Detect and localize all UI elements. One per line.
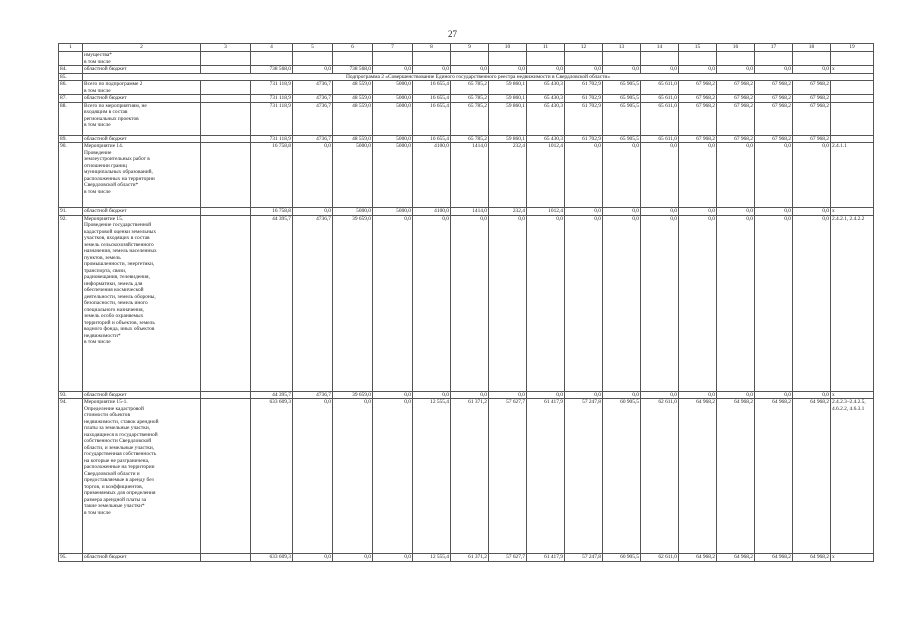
target-indicator-cell: х xyxy=(831,391,874,399)
amount-cell: 39 659,0 xyxy=(333,215,373,391)
table-row xyxy=(59,66,874,74)
row-number: 89. xyxy=(59,135,83,143)
row-name: имущества* в том числе xyxy=(83,52,201,66)
amount-cell: 731 118,9 xyxy=(251,95,293,103)
amount-cell: 67 968,2 xyxy=(755,135,793,143)
row-number: 94. xyxy=(59,399,83,554)
amount-cell: 0,0 xyxy=(451,391,489,399)
amount-cell: 0,0 xyxy=(717,208,755,216)
amount-cell: 0,0 xyxy=(565,208,603,216)
header-cell: 14 xyxy=(641,44,679,52)
amount-cell: 60 905,5 xyxy=(603,399,641,554)
amount-cell: 39 659,0 xyxy=(333,391,373,399)
amount-cell: 4100,0 xyxy=(413,208,451,216)
amount-cell: 4736,7 xyxy=(293,391,333,399)
amount-cell: 59 860,1 xyxy=(489,95,527,103)
amount-cell: 0,0 xyxy=(489,66,527,74)
header-cell: 15 xyxy=(679,44,717,52)
amount-cell: 60 905,5 xyxy=(603,554,641,562)
amount-cell: 1012,4 xyxy=(527,143,565,208)
header-cell: 16 xyxy=(717,44,755,52)
table-row xyxy=(59,102,874,135)
amount-cell: 0,0 xyxy=(527,391,565,399)
amount-cell: 0,0 xyxy=(679,215,717,391)
amount-cell: 4736,7 xyxy=(293,215,333,391)
amount-cell: 4736,7 xyxy=(293,135,333,143)
page-number: 27 xyxy=(448,29,457,39)
row-name: областной бюджет xyxy=(83,391,201,399)
row-name: Всего по мероприятиям, не входящим в состав региональных проектов в том числе xyxy=(83,102,201,135)
header-cell: 8 xyxy=(413,44,451,52)
amount-cell: 67 968,2 xyxy=(679,95,717,103)
row-empty-cell xyxy=(201,102,251,135)
row-number: 90. xyxy=(59,143,83,208)
amount-cell: 62 611,0 xyxy=(641,399,679,554)
amount-cell: 65 430,3 xyxy=(527,81,565,95)
amount-cell: 67 968,2 xyxy=(717,102,755,135)
amount-cell: 0,0 xyxy=(527,66,565,74)
amount-cell: 232,4 xyxy=(489,143,527,208)
amount-cell: 738 568,0 xyxy=(251,66,293,74)
amount-cell: 232,4 xyxy=(489,208,527,216)
amount-cell: 0,0 xyxy=(641,208,679,216)
amount-cell: 0,0 xyxy=(793,215,831,391)
amount-cell: 0,0 xyxy=(373,391,413,399)
header-cell: 17 xyxy=(755,44,793,52)
row-number: 87. xyxy=(59,95,83,103)
amount-cell: 61 702,9 xyxy=(565,81,603,95)
amount-cell: 44 395,7 xyxy=(251,391,293,399)
header-cell: 3 xyxy=(201,44,251,52)
amount-cell: 0,0 xyxy=(489,215,527,391)
amount-cell: 4736,7 xyxy=(293,102,333,135)
amount-cell: 67 968,2 xyxy=(793,135,831,143)
header-cell: 1 xyxy=(59,44,83,52)
amount-cell: 48 559,0 xyxy=(333,95,373,103)
amount-cell: 1414,0 xyxy=(451,208,489,216)
amount-cell: 5000,0 xyxy=(333,143,373,208)
row-empty-cell xyxy=(201,215,251,391)
amount-cell: 0,0 xyxy=(755,66,793,74)
header-cell: 7 xyxy=(373,44,413,52)
amount-cell: 0,0 xyxy=(755,215,793,391)
subprogram-row xyxy=(59,73,874,81)
amount-cell: 12 555,4 xyxy=(413,399,451,554)
amount-cell: 44 395,7 xyxy=(251,215,293,391)
amount-cell: 0,0 xyxy=(489,391,527,399)
amount-cell: 16 655,4 xyxy=(413,95,451,103)
continuation-row xyxy=(59,52,874,66)
row-number: 92. xyxy=(59,215,83,391)
row-empty-cell xyxy=(201,66,251,74)
amount-cell: 731 118,9 xyxy=(251,81,293,95)
amount-cell: 64 968,2 xyxy=(679,554,717,562)
target-indicator-cell: 2.4.2.3–2.4.2.5, 4.6.2.2, 4.6.3.1 xyxy=(831,399,874,554)
amount-cell: 12 555,4 xyxy=(413,554,451,562)
amount-cell: 65 611,0 xyxy=(641,135,679,143)
row-empty-cell xyxy=(201,391,251,399)
amount-cell: 64 968,2 xyxy=(679,399,717,554)
amount-cell: 0,0 xyxy=(565,391,603,399)
amount-cell: 0,0 xyxy=(293,143,333,208)
row-empty-cell xyxy=(201,208,251,216)
row-name: Мероприятие 15-1. Определение кадастровой стоимости объектов недвижимости, ставок арендной платы за земельные участки, находящиеся в государственной собственности Свердловской области, и земельные участки, государственная собственность на которые не разграничена, расположенные на территории Свердловской области и предоставляемые в аренду без торгов, и коэффициентов, применяемых для определения размера арендной платы за такие земельные участки* в том числе xyxy=(83,399,201,554)
amount-cell: 0,0 xyxy=(793,391,831,399)
amount-cell: 65 785,2 xyxy=(451,81,489,95)
amount-cell: 0,0 xyxy=(333,554,373,562)
amount-cell: 64 968,2 xyxy=(793,554,831,562)
header-cell: 11 xyxy=(527,44,565,52)
amount-cell: 64 968,2 xyxy=(793,399,831,554)
amount-cell: 0,0 xyxy=(679,208,717,216)
table-row xyxy=(59,554,874,562)
amount-cell: 0,0 xyxy=(373,399,413,554)
table-row xyxy=(59,399,874,554)
table-row xyxy=(59,215,874,391)
target-indicator-cell: х xyxy=(831,66,874,74)
amount-cell: 61 702,9 xyxy=(565,135,603,143)
target-indicator-cell: 2.4.2.1, 2.4.2.2 xyxy=(831,215,874,391)
header-cell: 13 xyxy=(603,44,641,52)
header-row xyxy=(59,44,874,52)
amount-cell: 0,0 xyxy=(565,66,603,74)
amount-cell: 0,0 xyxy=(755,391,793,399)
table-row xyxy=(59,95,874,103)
header-cell: 5 xyxy=(293,44,333,52)
amount-cell: 5000,0 xyxy=(373,143,413,208)
amount-cell: 16 655,4 xyxy=(413,102,451,135)
row-name: Мероприятие 14. Проведение землеустроительных работ в отношении границ муниципальных образований, расположенных на территории Свердловской области* в том числе xyxy=(83,143,201,208)
amount-cell: 0,0 xyxy=(793,208,831,216)
amount-cell: 0,0 xyxy=(603,143,641,208)
row-number: 88. xyxy=(59,102,83,135)
amount-cell: 61 702,9 xyxy=(565,95,603,103)
row-empty-cell xyxy=(201,81,251,95)
amount-cell: 48 559,0 xyxy=(333,135,373,143)
amount-cell: 16 655,4 xyxy=(413,81,451,95)
amount-cell: 48 559,0 xyxy=(333,81,373,95)
amount-cell: 65 430,3 xyxy=(527,135,565,143)
amount-cell: 67 968,2 xyxy=(755,102,793,135)
amount-cell: 0,0 xyxy=(793,66,831,74)
amount-cell: 0,0 xyxy=(641,143,679,208)
amount-cell: 67 968,2 xyxy=(793,95,831,103)
amount-cell: 0,0 xyxy=(641,215,679,391)
amount-cell: 57 627,7 xyxy=(489,399,527,554)
amount-cell: 65 905,5 xyxy=(603,135,641,143)
amount-cell: 731 118,9 xyxy=(251,102,293,135)
row-number: 84. xyxy=(59,66,83,74)
subprogram-title: Подпрограмма 2 «Совершенствование Единого государственного реестра недвижимости в Свердловской области» xyxy=(83,73,874,81)
amount-cell: 67 968,2 xyxy=(755,81,793,95)
amount-cell: 0,0 xyxy=(641,391,679,399)
amount-cell: 0,0 xyxy=(641,66,679,74)
row-name: областной бюджет xyxy=(83,135,201,143)
header-cell: 6 xyxy=(333,44,373,52)
amount-cell: 0,0 xyxy=(717,143,755,208)
amount-cell: 67 968,2 xyxy=(755,95,793,103)
amount-cell: 0,0 xyxy=(755,143,793,208)
amount-cell: 0,0 xyxy=(373,554,413,562)
amount-cell: 0,0 xyxy=(603,391,641,399)
amount-cell: 65 785,2 xyxy=(451,102,489,135)
amount-cell: 65 905,5 xyxy=(603,81,641,95)
amount-cell: 67 968,2 xyxy=(679,135,717,143)
amount-cell: 67 968,2 xyxy=(717,135,755,143)
amount-cell: 65 785,2 xyxy=(451,135,489,143)
amount-cell: 48 559,0 xyxy=(333,102,373,135)
amount-cell: 16 655,4 xyxy=(413,135,451,143)
amount-cell: 59 860,1 xyxy=(489,81,527,95)
row-empty-cell xyxy=(201,135,251,143)
amount-cell: 61 371,2 xyxy=(451,399,489,554)
amount-cell: 1012,4 xyxy=(527,208,565,216)
amount-cell: 0,0 xyxy=(413,215,451,391)
table-row xyxy=(59,135,874,143)
amount-cell: 67 968,2 xyxy=(717,81,755,95)
target-indicator-cell: х xyxy=(831,208,874,216)
amount-cell: 1414,0 xyxy=(451,143,489,208)
amount-cell: 65 785,2 xyxy=(451,95,489,103)
amount-cell: 0,0 xyxy=(603,215,641,391)
target-indicator-cell xyxy=(831,102,874,135)
table-row xyxy=(59,391,874,399)
amount-cell: 731 118,9 xyxy=(251,135,293,143)
amount-cell: 57 247,8 xyxy=(565,554,603,562)
amount-cell: 59 860,1 xyxy=(489,135,527,143)
amount-cell: 0,0 xyxy=(793,143,831,208)
amount-cell: 0,0 xyxy=(451,215,489,391)
amount-cell: 61 417,9 xyxy=(527,399,565,554)
amount-cell: 65 611,0 xyxy=(641,102,679,135)
row-number: 85. xyxy=(59,73,83,81)
amount-cell: 0,0 xyxy=(679,66,717,74)
row-number: 93. xyxy=(59,391,83,399)
amount-cell: 0,0 xyxy=(755,208,793,216)
amount-cell: 59 860,1 xyxy=(489,102,527,135)
amount-cell: 16 758,8 xyxy=(251,208,293,216)
amount-cell: 65 430,3 xyxy=(527,102,565,135)
row-empty-cell xyxy=(201,95,251,103)
target-indicator-cell: х xyxy=(831,554,874,562)
amount-cell: 65 905,5 xyxy=(603,102,641,135)
amount-cell: 0,0 xyxy=(565,143,603,208)
amount-cell: 0,0 xyxy=(293,399,333,554)
amount-cell: 0,0 xyxy=(603,66,641,74)
amount-cell: 0,0 xyxy=(451,66,489,74)
row-number: 91. xyxy=(59,208,83,216)
amount-cell: 0,0 xyxy=(717,391,755,399)
header-cell: 12 xyxy=(565,44,603,52)
header-cell: 2 xyxy=(83,44,201,52)
amount-cell: 0,0 xyxy=(717,215,755,391)
row-number: 86. xyxy=(59,81,83,95)
amount-cell: 57 627,7 xyxy=(489,554,527,562)
target-indicator-cell: 2.4.1.1 xyxy=(831,143,874,208)
header-cell: 19 xyxy=(831,44,874,52)
amount-cell: 64 968,2 xyxy=(717,554,755,562)
row-name: областной бюджет xyxy=(83,554,201,562)
amount-cell: 67 968,2 xyxy=(793,81,831,95)
row-name: Мероприятие 15. Проведение государственной кадастровой оценки земельных участков, входящих в состав земель сельскохозяйственного назначения, земель населенных пунктов, земель промышленности, энергетики, транспорта, связи, радиовещания, телевидения, информатики, земель для обеспечения космической деятельности, земель обороны, безопасности, земель иного специального назначения, земель особо охраняемых территорий и объектов, земель водного фонда, иных объектов недвижимости* в том числе xyxy=(83,215,201,391)
amount-cell: 633 609,3 xyxy=(251,554,293,562)
budget-table xyxy=(58,43,874,562)
header-cell: 18 xyxy=(793,44,831,52)
amount-cell: 633 609,3 xyxy=(251,399,293,554)
row-number: 95. xyxy=(59,554,83,562)
target-indicator-cell xyxy=(831,81,874,95)
target-indicator-cell xyxy=(831,95,874,103)
row-empty-cell xyxy=(201,143,251,208)
row-name: Всего по подпрограмме 2 в том числе xyxy=(83,81,201,95)
amount-cell: 0,0 xyxy=(293,554,333,562)
table-row xyxy=(59,81,874,95)
amount-cell: 5000,0 xyxy=(373,81,413,95)
amount-cell: 5000,0 xyxy=(373,102,413,135)
amount-cell: 67 968,2 xyxy=(717,95,755,103)
amount-cell: 64 968,2 xyxy=(755,399,793,554)
row-name: областной бюджет xyxy=(83,95,201,103)
row-empty-cell xyxy=(201,399,251,554)
amount-cell: 0,0 xyxy=(603,208,641,216)
amount-cell: 0,0 xyxy=(565,215,603,391)
amount-cell: 5000,0 xyxy=(373,95,413,103)
amount-cell: 0,0 xyxy=(293,208,333,216)
amount-cell: 5000,0 xyxy=(373,135,413,143)
amount-cell: 0,0 xyxy=(413,391,451,399)
amount-cell: 65 611,0 xyxy=(641,95,679,103)
amount-cell: 0,0 xyxy=(333,399,373,554)
amount-cell: 0,0 xyxy=(373,66,413,74)
header-cell: 9 xyxy=(451,44,489,52)
header-cell: 10 xyxy=(489,44,527,52)
amount-cell: 4736,7 xyxy=(293,95,333,103)
amount-cell: 61 371,2 xyxy=(451,554,489,562)
row-name: областной бюджет xyxy=(83,66,201,74)
amount-cell: 16 758,8 xyxy=(251,143,293,208)
amount-cell: 4100,0 xyxy=(413,143,451,208)
amount-cell: 61 417,9 xyxy=(527,554,565,562)
header-cell: 4 xyxy=(251,44,293,52)
amount-cell: 64 968,2 xyxy=(755,554,793,562)
amount-cell: 0,0 xyxy=(717,66,755,74)
table-row xyxy=(59,143,874,208)
amount-cell: 64 968,2 xyxy=(717,399,755,554)
amount-cell: 67 968,2 xyxy=(793,102,831,135)
row-number xyxy=(59,52,83,66)
amount-cell: 738 568,0 xyxy=(333,66,373,74)
amount-cell: 0,0 xyxy=(373,215,413,391)
amount-cell: 0,0 xyxy=(413,66,451,74)
amount-cell: 5000,0 xyxy=(333,208,373,216)
row-empty-cell xyxy=(201,554,251,562)
amount-cell: 65 905,5 xyxy=(603,95,641,103)
amount-cell: 65 430,3 xyxy=(527,95,565,103)
amount-cell: 0,0 xyxy=(527,215,565,391)
amount-cell: 4736,7 xyxy=(293,81,333,95)
amount-cell: 65 611,0 xyxy=(641,81,679,95)
amount-cell: 67 968,2 xyxy=(679,81,717,95)
amount-cell: 61 702,9 xyxy=(565,102,603,135)
amount-cell: 0,0 xyxy=(679,143,717,208)
amount-cell: 57 247,8 xyxy=(565,399,603,554)
table-row xyxy=(59,208,874,216)
row-name: областной бюджет xyxy=(83,208,201,216)
amount-cell: 0,0 xyxy=(679,391,717,399)
target-indicator-cell xyxy=(831,135,874,143)
amount-cell: 62 611,0 xyxy=(641,554,679,562)
amount-cell: 0,0 xyxy=(293,66,333,74)
amount-cell: 5000,0 xyxy=(373,208,413,216)
amount-cell: 67 968,2 xyxy=(679,102,717,135)
